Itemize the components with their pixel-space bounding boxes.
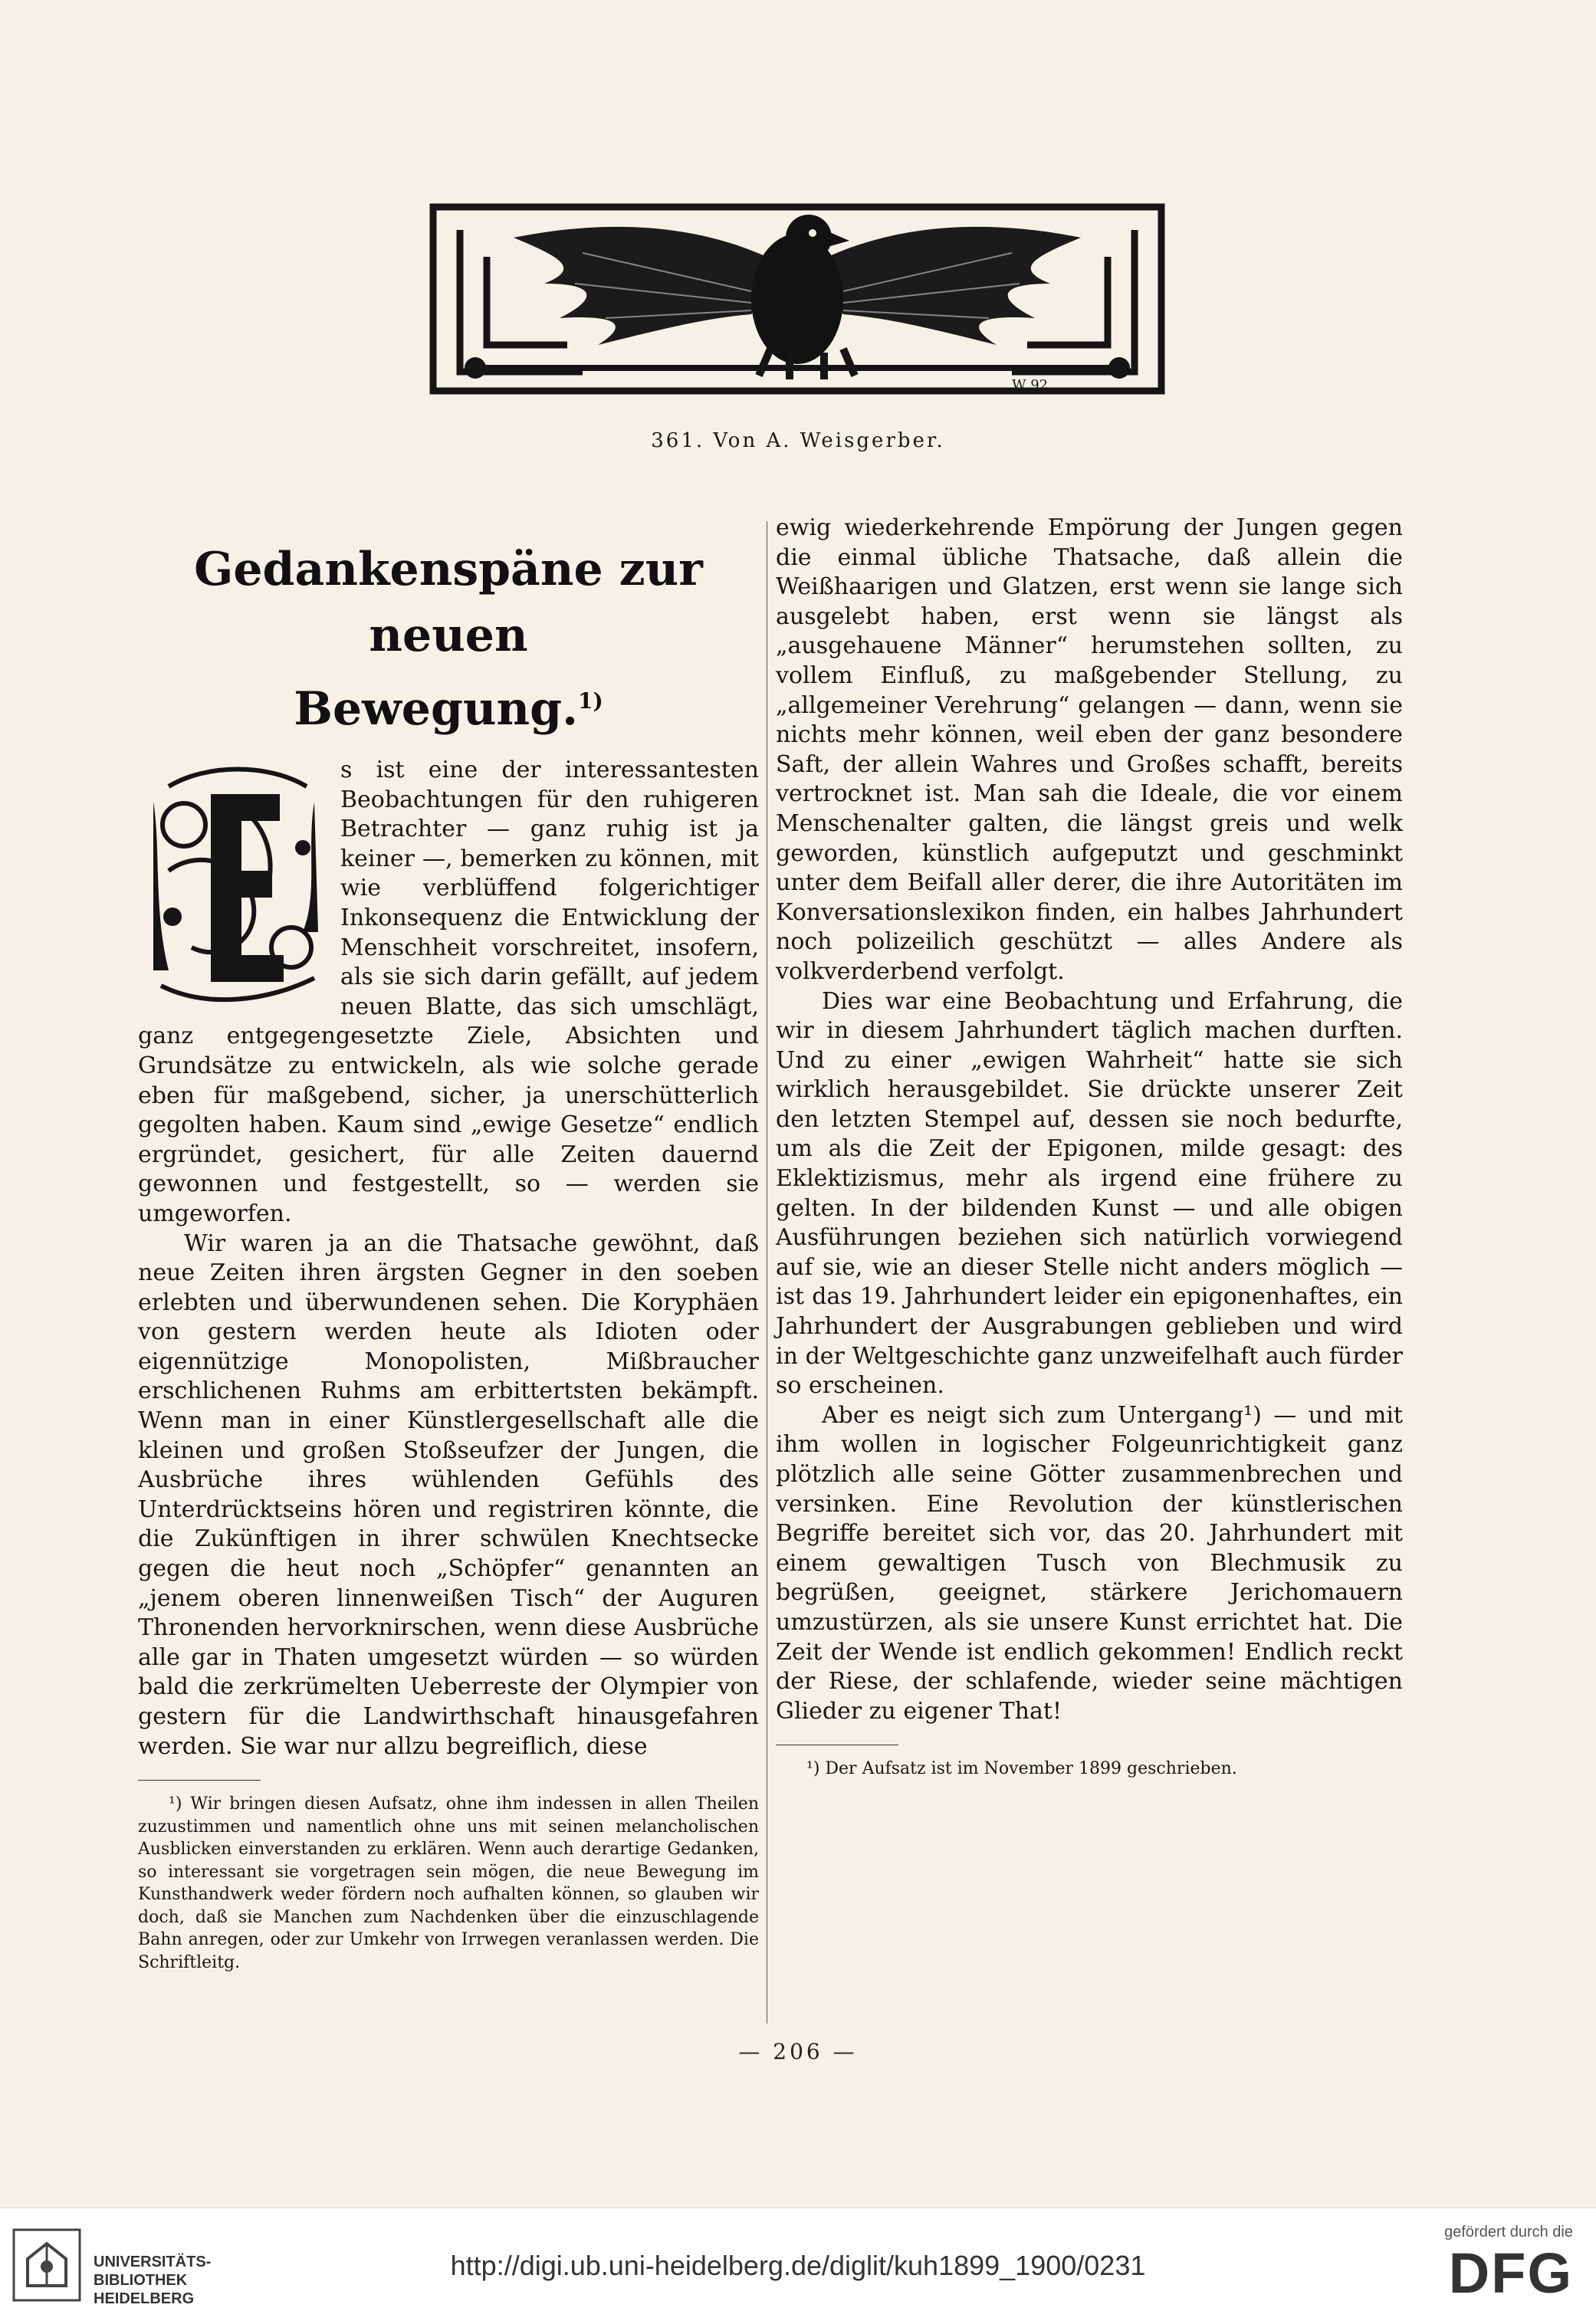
paragraph: ewig wiederkehrende Empörung der Jungen gegen die einmal übliche Thatsache, daß allein die Weißhaarigen und Glatzen, erst wenn sie lange sich ausgelebt haben, erst wenn sie längst als „ausgehauene Männer“ herumstehen sollten, zu vollem Einfluß, zu maßgebender Stellung, zu „allgemeiner Verehrung“ gelangen — dann, wenn sie nichts mehr können, weil eben der ganz besondere Saft, der allein Wahres und Großes schafft, bereits vertrocknet ist. Man sah die Ideale, die vor einem Menschenalter galten, die längst greis und welk geworden, künstlich aufgeputzt und geschminkt unter dem Beifall aller derer, die ihre Autoritäten im Konversationslexikon finden, ein halbes Jahrhundert noch polizeilich geschützt — alles Andere als volkverderbend verfolgt. [776,514,1403,985]
sponsor-label: gefördert durch die [1444,2224,1573,2241]
figure-caption: 361. Von A. Weisgerber. [651,429,945,452]
artist-monogram: W 92 [1012,377,1049,393]
paragraph: Aber es neigt sich zum Untergang¹) — und mit ihm wollen in logischer Folgeunrichtigkeit ganz plötzlich alle seine Götter zusammenbrechen und versinken. Eine Revolution der künstlerischen Begriffe bereitet sich vor, das 20. Jahrhundert mit einem gewaltigen Tusch von Blechmusik zu begrüßen, geeignet, stärkere Jerichomauern umzustürzen, als sie unsere Kunst errichtet hat. Die Zeit der Wende ist endlich gekommen! Endlich reckt der Riese, der schlafende, wieder seine mächtigen Glieder zu eigener That! [776,1401,1403,1725]
paragraph: Dies war eine Beobachtung und Erfahrung, die wir in diesem Jahrhundert täglich machen durften. Und zu einer „ewigen Wahrheit“ hatte sie sich wirklich herausgebildet. Sie drückte unserer Zeit den letzten Stempel auf, dessen sie noch bedurfte, um als die Zeit der Epigonen, milde gesagt: des Eklektizismus, mehr als irgend eine frühere zu gelten. In der bildenden Kunst — und alle obigen Ausführungen beziehen sich natürlich vorwiegend auf sie, wie an dieser Stelle nicht anders möglich — ist das 19. Jahrhundert leider ein epigonenhaftes, ein Jahrhundert der Ausgrabungen geblieben und wird in der Weltgeschichte ganz unzweifelhaft auch fürder so erscheinen. [776,987,1403,1400]
page-number: — 206 — [738,2039,858,2064]
title-line-1: Gedankenspäne zur neuen [194,543,703,662]
footer-bar [0,2208,1596,2321]
left-column [138,514,759,1974]
title-line-2: Bewegung. [294,682,579,736]
dfg-sponsor-logo[interactable] [1397,2224,1573,2310]
decorative-initial-E-icon [138,756,330,1009]
footnote: ¹) Der Aufsatz ist im November 1899 geschrieben. [806,1759,1237,1779]
paragraph: s ist eine der interessantesten Beobachtungen für den ruhigeren Betrachter — ganz ruhig ist ja keiner —, bemerken zu können, mit wie verblüffend folgerichtiger Inkonsequenz die Entwicklung der Menschheit vorschreitet, insofern, als sie sich darin gefällt, auf jedem neuen Blatte, das sich umschlägt, ganz entgegengesetzte Ziele, Absichten und Grundsätze zu entwickeln, als wie solche gerade eben für maßgebend, sicher, ja unerschütterlich gegolten haben. Kaum sind „ewige Gesetze“ endlich ergründet, gesichert, für alle Zeiten dauernd gewonnen und festgestellt, so — werden sie umgeworfen. [138,757,759,1227]
eagle-ornament-icon [429,184,1165,414]
sponsor-name: DFG [1448,2241,1573,2305]
right-column [776,514,1403,1781]
footnote-rule [138,1780,261,1781]
title-footnote-marker: 1) [578,688,603,714]
document-url-link[interactable]: http://digi.ub.uni-heidelberg.de/diglit/kuh1899_1900/0231 [450,2250,1146,2281]
article-title [138,537,759,742]
paragraph: Wir waren ja an die Thatsache gewöhnt, daß neue Zeiten ihren ärgsten Gegner in den soeben erlebten und überwundenen sehen. Die Koryphäen von gestern werden heute als Idioten oder eigennützige Monopolisten, Mißbraucher erschlichenen Ruhms am erbittertsten bekämpft. Wenn man in einer Künstlergesellschaft alle die kleinen und großen Stoßseufzer der Jungen, die Ausbrüche ihres wühlenden Gefühls des Unterdrücktseins hören und registriren könnte, die die Zukünftigen in ihrer schwülen Knechtsecke gegen die heut noch „Schöpfer“ genannten an „jenem oberen linnenweißen Tisch“ der Auguren Thronenden hervorknirschen, wenn diese Ausbrüche alle gar in Thaten umgesetzt würden — so würden bald die zerkrümelten Ueberreste der Olympier von gestern für die Landwirthschaft hinausgefahren werden. Sie war nur allzu begreiflich, diese [138,1229,759,1760]
library-name: UNIVERSITÄTS- BIBLIOTHEK HEIDELBERG [94,2254,212,2307]
footnote: ¹) Wir bringen diesen Aufsatz, ohne ihm indessen in allen Theilen zuzustimmen und namentlich ohne uns mit seinen melancholischen Ausblicken einverstanden zu erklären. Wenn auch derartige Gedanken, so interessant sie vorgetragen sein mögen, die neue Bewegung im Kunsthandwerk weder fördern noch aufhalten können, so glauben wir doch, daß sie Manchen zum Nachdenken über die einzuschlagende Bahn anregen, oder zur Umkehr von Irrwegen veranlassen werden. Die Schriftleitg. [138,1794,759,1972]
